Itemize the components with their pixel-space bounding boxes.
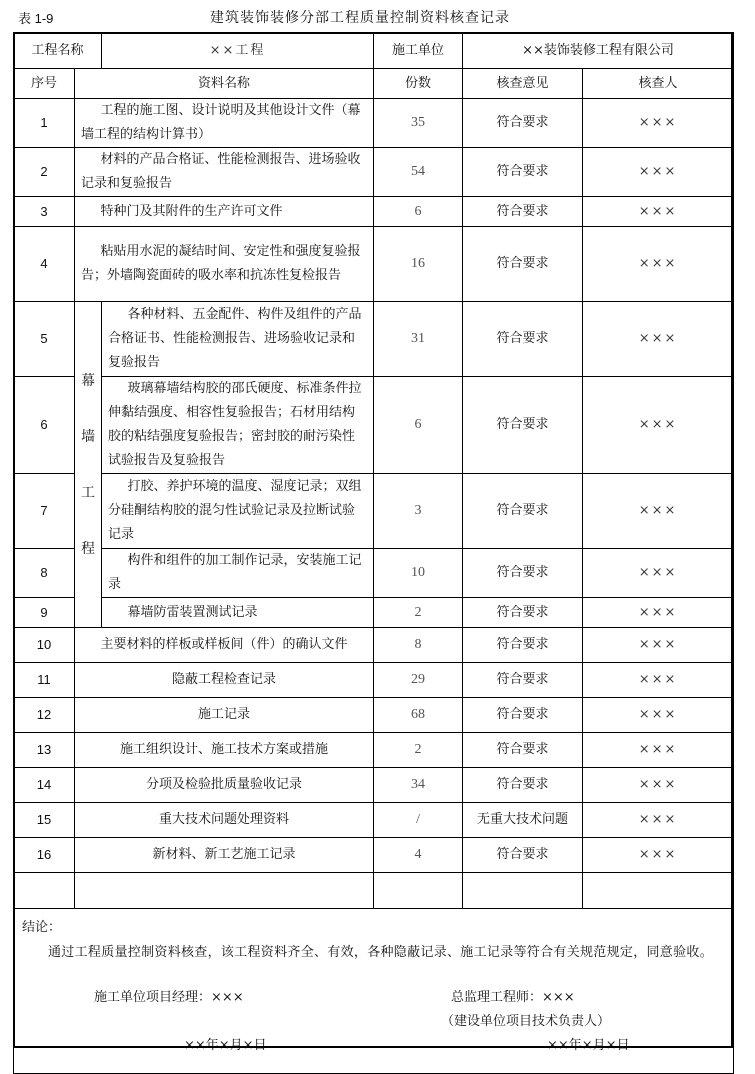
header-document-name: 资料名称 xyxy=(75,69,374,99)
group-char: 程 xyxy=(81,540,95,557)
row-copies: 8 xyxy=(374,628,463,663)
row-opinion: 无重大技术问题 xyxy=(463,803,583,838)
row-checker: ××× xyxy=(583,474,734,549)
row-no: 2 xyxy=(14,148,75,197)
row-no: 3 xyxy=(14,197,75,227)
row-checker: ××× xyxy=(583,549,734,598)
chief-supervisor-signature: 总监理工程师：××× xyxy=(451,990,575,1005)
row-opinion: 符合要求 xyxy=(463,598,583,628)
supervisor-sign-date: ××年×月×日 xyxy=(547,1038,630,1053)
owner-technical-lead-note: （建设单位项目技术负责人） xyxy=(441,1014,611,1029)
row-copies: 10 xyxy=(374,549,463,598)
page-header xyxy=(0,0,755,32)
row-opinion: 符合要求 xyxy=(463,768,583,803)
row-no: 6 xyxy=(14,377,75,474)
row-no: 15 xyxy=(14,803,75,838)
row-document-name: 分项及检验批质量验收记录 xyxy=(75,768,374,803)
row-copies: 6 xyxy=(374,377,463,474)
table-number: 表 1-9 xyxy=(18,11,54,26)
row-document-name: 主要材料的样板或样板间（件）的确认文件 xyxy=(75,628,374,663)
row-checker: ××× xyxy=(583,628,734,663)
row-document-name: 打胶、养护环境的温度、湿度记录；双组分硅酮结构胶的混匀性试验记录及拉断试验记录 xyxy=(102,474,374,549)
row-checker: ××× xyxy=(583,598,734,628)
row-opinion: 符合要求 xyxy=(463,99,583,148)
row-opinion: 符合要求 xyxy=(463,474,583,549)
row-checker: ××× xyxy=(583,197,734,227)
row-document-name: 工程的施工图、设计说明及其他设计文件（幕墙工程的结构计算书） xyxy=(75,99,374,148)
row-checker: ××× xyxy=(583,768,734,803)
project-name-label: 工程名称 xyxy=(14,33,102,69)
conclusion-label: 结论： xyxy=(22,920,62,935)
row-copies: 68 xyxy=(374,698,463,733)
row-opinion: 符合要求 xyxy=(463,628,583,663)
row-document-name: 幕墙防雷装置测试记录 xyxy=(102,598,374,628)
row-no: 14 xyxy=(14,768,75,803)
row-checker: ××× xyxy=(583,302,734,377)
row-document-name: 施工组织设计、施工技术方案或措施 xyxy=(75,733,374,768)
row-no: 10 xyxy=(14,628,75,663)
row-document-name: 施工记录 xyxy=(75,698,374,733)
row-document-name: 重大技术问题处理资料 xyxy=(75,803,374,838)
row-checker: ××× xyxy=(583,838,734,873)
row-opinion: 符合要求 xyxy=(463,377,583,474)
row-document-name: 构件和组件的加工制作记录，安装施工记录 xyxy=(102,549,374,598)
row-opinion: 符合要求 xyxy=(463,663,583,698)
row-document-name: 玻璃幕墙结构胶的邵氏硬度、标准条件拉伸黏结强度、相容性复验报告；石材用结构胶的粘结强度复验报告；密封胶的耐污染性试验报告及复验报告 xyxy=(102,377,374,474)
row-no: 1 xyxy=(14,99,75,148)
row-copies: 35 xyxy=(374,99,463,148)
row-checker: ××× xyxy=(583,99,734,148)
row-checker: ××× xyxy=(583,377,734,474)
row-opinion: 符合要求 xyxy=(463,838,583,873)
row-checker: ××× xyxy=(583,148,734,197)
row-document-name: 新材料、新工艺施工记录 xyxy=(75,838,374,873)
document-title: 建筑装饰装修分部工程质量控制资料核查记录 xyxy=(210,10,510,26)
row-no: 13 xyxy=(14,733,75,768)
row-document-name: 粘贴用水泥的凝结时间、安定性和强度复验报告；外墙陶瓷面砖的吸水率和抗冻性复检报告 xyxy=(75,227,374,302)
row-copies: 3 xyxy=(374,474,463,549)
row-copies: 16 xyxy=(374,227,463,302)
header-seq: 序号 xyxy=(14,69,75,99)
header-checker: 核查人 xyxy=(583,69,734,99)
header-copies: 份数 xyxy=(374,69,463,99)
row-checker: ××× xyxy=(583,803,734,838)
header-opinion: 核查意见 xyxy=(463,69,583,99)
row-document-name: 各种材料、五金配件、构件及组件的产品合格证书、性能检测报告、进场验收记录和复验报告 xyxy=(102,302,374,377)
row-no: 7 xyxy=(14,474,75,549)
row-no: 8 xyxy=(14,549,75,598)
group-char: 工 xyxy=(81,484,95,501)
row-document-name: 材料的产品合格证、性能检测报告、进场验收记录和复验报告 xyxy=(75,148,374,197)
group-char: 墙 xyxy=(81,428,95,445)
row-no: 12 xyxy=(14,698,75,733)
row-document-name: 隐蔽工程检查记录 xyxy=(75,663,374,698)
row-opinion: 符合要求 xyxy=(463,733,583,768)
row-copies: 2 xyxy=(374,598,463,628)
row-opinion: 符合要求 xyxy=(463,698,583,733)
row-checker: ××× xyxy=(583,698,734,733)
row-no: 5 xyxy=(14,302,75,377)
row-copies: 4 xyxy=(374,838,463,873)
contractor-sign-date: ××年×月×日 xyxy=(184,1038,267,1053)
row-opinion: 符合要求 xyxy=(463,302,583,377)
row-checker: ××× xyxy=(583,733,734,768)
group-char: 幕 xyxy=(81,372,95,389)
construction-unit-value: ××装饰装修工程有限公司 xyxy=(463,33,734,69)
row-opinion: 符合要求 xyxy=(463,197,583,227)
row-opinion: 符合要求 xyxy=(463,549,583,598)
contractor-manager-signature: 施工单位项目经理：××× xyxy=(94,990,244,1005)
row-copies: 34 xyxy=(374,768,463,803)
row-checker: ××× xyxy=(583,663,734,698)
row-copies: 6 xyxy=(374,197,463,227)
project-name-value: ××工程 xyxy=(102,33,374,69)
row-copies: 29 xyxy=(374,663,463,698)
row-no: 11 xyxy=(14,663,75,698)
construction-unit-label: 施工单位 xyxy=(374,33,463,69)
row-copies: 54 xyxy=(374,148,463,197)
row-opinion: 符合要求 xyxy=(463,227,583,302)
row-no: 4 xyxy=(14,227,75,302)
row-no: 9 xyxy=(14,598,75,628)
row-opinion: 符合要求 xyxy=(463,148,583,197)
row-copies: / xyxy=(374,803,463,838)
row-no: 16 xyxy=(14,838,75,873)
row-checker: ××× xyxy=(583,227,734,302)
row-copies: 2 xyxy=(374,733,463,768)
row-document-name: 特种门及其附件的生产许可文件 xyxy=(75,197,374,227)
conclusion-text: 通过工程质量控制资料核查，该工程资料齐全、有效，各种隐蔽记录、施工记录等符合有关规范规定，同意验收。 xyxy=(48,945,714,960)
row-copies: 31 xyxy=(374,302,463,377)
outer-frame xyxy=(13,32,733,1048)
